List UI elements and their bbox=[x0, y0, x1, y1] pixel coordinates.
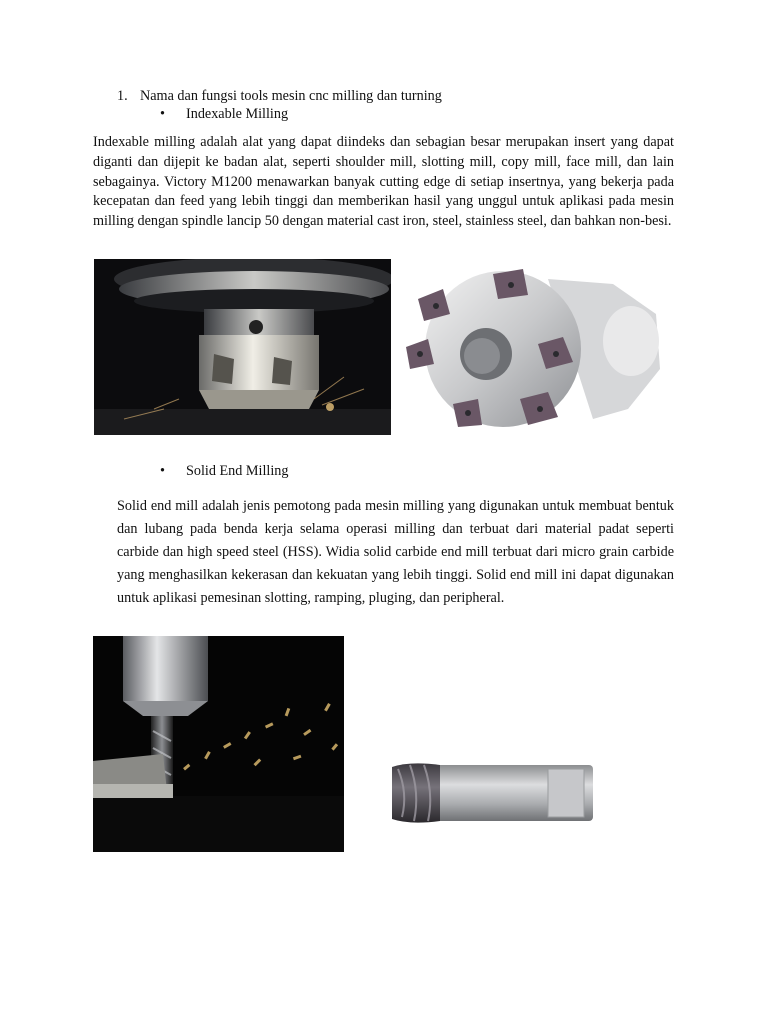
indexable-face-mill-cutter-photo bbox=[398, 259, 670, 435]
bullet-indexable-milling bbox=[160, 105, 560, 124]
paragraph-solid-end-milling: Solid end mill adalah jenis pemotong pada mesin milling yang digunakan untuk membuat bentuk dan lubang pada benda kerja selama operasi milling dan terbuat dari material padat seperti carbide dan high speed steel (HSS). Widia solid carbide end mill terbuat dari micro grain carbide yang menghasilkan kekerasan dan kekuatan yang lebih tinggi. Solid end mill ini dapat digunakan untuk aplikasi pemesinan slotting, ramping, pluging, dan peripheral. bbox=[117, 498, 674, 606]
list-number: 1. bbox=[117, 88, 128, 104]
numbered-list-item bbox=[117, 87, 677, 106]
solid-end-mill-cutting-photo bbox=[93, 636, 344, 852]
indexable-milling-machining-photo bbox=[94, 259, 391, 435]
bullet-label: Solid End Milling bbox=[186, 463, 289, 479]
bullet-icon: • bbox=[160, 463, 165, 479]
bullet-solid-end-milling bbox=[160, 462, 560, 481]
solid-carbide-end-mill-photo bbox=[380, 745, 602, 835]
list-heading: Nama dan fungsi tools mesin cnc milling dan turning bbox=[140, 88, 442, 104]
bullet-label: Indexable Milling bbox=[186, 106, 289, 122]
paragraph-indexable-milling: Indexable milling adalah alat yang dapat diindeks dan sebagian besar merupakan insert yang dapat diganti dan dijepit ke badan alat, seperti shoulder mill, slotting mill, copy mill, face mill, dan lain sebagainya. Victory M1200 menawarkan banyak cutting edge di setiap insertnya, yang bekerja pada kecepatan dan feed yang lebih tinggi dan memberikan hasil yang unggul untuk aplikasi pada mesin milling dengan spindle lancip 50 dengan material cast iron, steel, stainless steel, dan bahkan non-besi. bbox=[93, 134, 674, 230]
bullet-icon: • bbox=[160, 106, 165, 122]
